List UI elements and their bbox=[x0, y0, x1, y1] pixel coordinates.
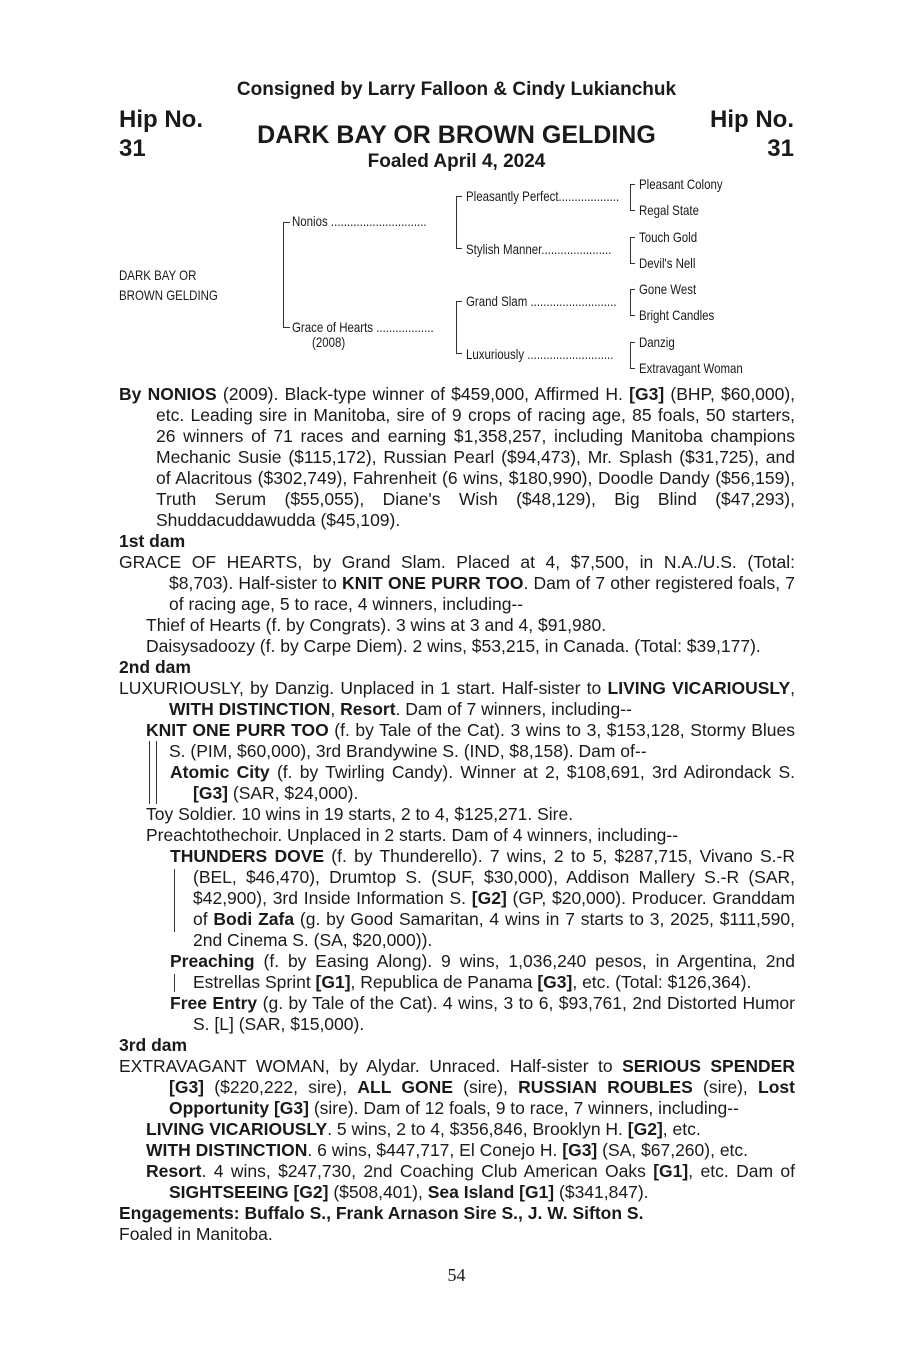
produce-entry: Resort. 4 wins, $247,730, 2nd Coaching Club American Oaks [G1], etc. Dam of SIGHTSEEING [G2] ($508,401), Sea Island [G1] ($341,847). bbox=[146, 1161, 796, 1202]
produce-entry: Atomic City (f. by Twirling Candy). Winner at 2, $108,691, 3rd Adirondack S. [G3] (SAR, $24,000). bbox=[170, 762, 795, 803]
produce-entry: LIVING VICARIOUSLY. 5 wins, 2 to 4, $356,846, Brooklyn H. [G2], etc. bbox=[146, 1119, 701, 1139]
pedigree-sire-sire: Pleasantly Perfect................... bbox=[466, 188, 620, 204]
pedigree-dam: Grace of Hearts .................. bbox=[292, 319, 434, 335]
pedigree-sire: Nonios .............................. bbox=[292, 213, 427, 229]
pedigree-sire-dam: Stylish Manner...................... bbox=[466, 241, 612, 257]
pedigree-dam-sire: Grand Slam ........................... bbox=[466, 293, 617, 309]
page-title: DARK BAY OR BROWN GELDING bbox=[257, 121, 656, 149]
second-dam-heading: 2nd dam bbox=[119, 657, 191, 677]
sire-paragraph: By NONIOS (2009). Black-type winner of $459,000, Affirmed H. [G3] (BHP, $60,000), etc. Leading sire in Manitoba, sire of 9 crops of racing age, 85 foals, 50 starters, 26 winners of 71 races and earning $1,358,257, including Manitoba champions Mechanic Susie ($115,172), Russian Pearl ($94,473), Mr. Splash ($31,725), and of Alacritous ($302,749), Fahrenheit (6 wins, $180,990), Doodle Dandy ($56,159), Truth Serum ($55,055), Diane's Wish ($48,129), Big Blind ($47,293), Shuddacuddawudda ($45,109). bbox=[119, 384, 796, 530]
descendant-block bbox=[119, 762, 795, 804]
hip-number: 31 bbox=[119, 135, 146, 162]
hip-label: Hip No. bbox=[119, 106, 203, 133]
pedigree-g3-6: Bright Candles bbox=[639, 307, 715, 323]
produce-entry: Thief of Hearts (f. by Congrats). 3 wins at 3 and 4, $91,980. bbox=[146, 615, 607, 635]
produce-entry: Toy Soldier. 10 wins in 19 starts, 2 to 4, $125,271. Sire. bbox=[146, 804, 574, 824]
consignor-line: Consigned by Larry Falloon & Cindy Lukianchuk bbox=[236, 79, 677, 100]
hip-label: Hip No. bbox=[710, 106, 794, 133]
produce-entry: Free Entry (g. by Tale of the Cat). 4 wins, 3 to 6, $93,761, 2nd Distorted Humor S. [L] (SAR, $15,000). bbox=[170, 993, 795, 1034]
hip-number: 31 bbox=[767, 135, 794, 162]
pedigree-dam-dam: Luxuriously ........................... bbox=[466, 346, 614, 362]
engagements: Engagements: Buffalo S., Frank Arnason Sire S., J. W. Sifton S. bbox=[119, 1203, 644, 1223]
produce-entry: Daisysadoozy (f. by Carpe Diem). 2 wins, $53,215, in Canada. (Total: $39,177). bbox=[146, 636, 761, 656]
pedigree-chart bbox=[0, 0, 913, 384]
pedigree-g3-4: Devil's Nell bbox=[639, 255, 696, 271]
pedigree-g3-7: Danzig bbox=[639, 334, 675, 350]
produce-entry: WITH DISTINCTION. 6 wins, $447,717, El Conejo H. [G3] (SA, $67,260), etc. bbox=[146, 1140, 749, 1160]
produce-entry: Preaching (f. by Easing Along). 9 wins, 1,036,240 pesos, in Argentina, 2nd Estrellas Sprint [G1], Republica de Panama [G3], etc. (Total: $126,364). bbox=[170, 951, 795, 992]
first-dam-heading: 1st dam bbox=[119, 531, 186, 551]
pedigree-g3-1: Pleasant Colony bbox=[639, 176, 723, 192]
descendant-block bbox=[119, 846, 795, 951]
pedigree-g3-2: Regal State bbox=[639, 202, 700, 218]
descendant-block bbox=[119, 951, 795, 993]
foaled-in: Foaled in Manitoba. bbox=[119, 1224, 273, 1244]
page-number: 54 bbox=[447, 1265, 466, 1285]
first-dam-paragraph: GRACE OF HEARTS, by Grand Slam. Placed at 4, $7,500, in N.A./U.S. (Total: $8,703). Half-sister to KNIT ONE PURR TOO. Dam of 7 other registered foals, 7 of racing age, 5 to race, 4 winners, including-- bbox=[119, 552, 795, 614]
catalog-entry-body bbox=[119, 384, 795, 1245]
produce-entry: Preachtothechoir. Unplaced in 2 starts. Dam of 4 winners, including-- bbox=[146, 825, 679, 845]
pedigree-dam-year: (2008) bbox=[312, 334, 346, 350]
foaled-date: Foaled April 4, 2024 bbox=[367, 151, 546, 172]
second-dam-paragraph: LUXURIOUSLY, by Danzig. Unplaced in 1 start. Half-sister to LIVING VICARIOUSLY, WITH DISTINCTION, Resort. Dam of 7 winners, including-- bbox=[119, 678, 796, 719]
subject-line: BROWN GELDING bbox=[119, 287, 218, 303]
subject-line: DARK BAY OR bbox=[119, 267, 197, 283]
pedigree-subject bbox=[119, 267, 218, 303]
third-dam-heading: 3rd dam bbox=[119, 1035, 188, 1055]
pedigree-g3-5: Gone West bbox=[639, 281, 697, 297]
produce-entry: THUNDERS DOVE (f. by Thunderello). 7 wins, 2 to 5, $287,715, Vivano S.-R (BEL, $46,470), Drumtop S. (SUF, $30,000), Addison Mallery S.-R (SAR, $42,900), 3rd Inside Information S. [G2] (GP, $20,000). Producer. Granddam of Bodi Zafa (g. by Good Samaritan, 4 wins in 7 starts to 3, 2025, $111,590, 2nd Cinema S. (SA, $20,000)). bbox=[170, 846, 796, 950]
third-dam-paragraph: EXTRAVAGANT WOMAN, by Alydar. Unraced. Half-sister to SERIOUS SPENDER [G3] ($220,222, sire), ALL GONE (sire), RUSSIAN ROUBLES (sire), Lost Opportunity [G3] (sire). Dam of 12 foals, 9 to race, 7 winners, including-- bbox=[119, 1056, 795, 1118]
pedigree-g3-3: Touch Gold bbox=[639, 229, 698, 245]
pedigree-g3-8: Extravagant Woman bbox=[639, 360, 743, 376]
produce-entry: KNIT ONE PURR TOO (f. by Tale of the Cat). 3 wins to 3, $153,128, Stormy Blues S. (PIM, $60,000), 3rd Brandywine S. (IND, $8,158). Dam of-- bbox=[146, 720, 795, 761]
